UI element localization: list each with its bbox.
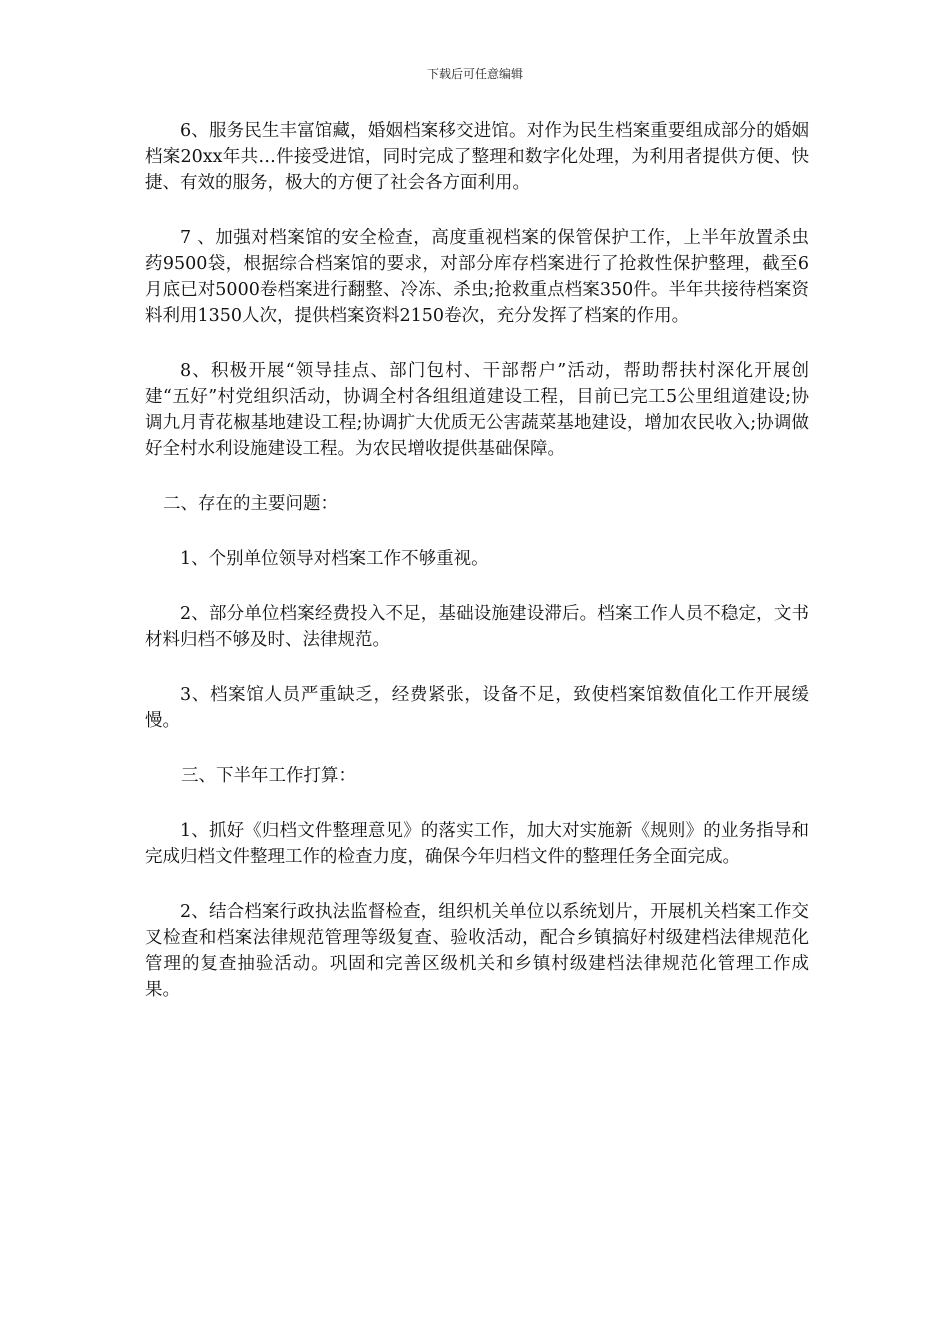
section-3-item-1: 1、抓好《归档文件整理意见》的落实工作，加大对实施新《规则》的业务指导和完成归档文件整理工作的检查力度，确保今年归档文件的整理任务全面完成。 — [145, 821, 809, 867]
paragraph-8: 8、积极开展“领导挂点、部门包村、干部帮户”活动，帮助帮扶村深化开展创建“五好”村党组织活动，协调全村各组组道建设工程，目前已完工5公里组道建设;协调九月青花椒基地建设工程;协调扩大优质无公害蔬菜基地建设，增加农民收入;协调做好全村水利设施建设工程。为农民增收提供基础保障。 — [145, 361, 809, 459]
section-2-item-2: 2、部分单位档案经费投入不足，基础设施建设滞后。档案工作人员不稳定，文书材料归档不够及时、法律规范。 — [145, 604, 809, 650]
section-2-title: 二、存在的主要问题： — [163, 494, 338, 514]
section-3-item-2: 2、结合档案行政执法监督检查，组织机关单位以系统划片，开展机关档案工作交叉检查和档案法律规范管理等级复查、验收活动，配合乡镇搞好村级建档法律规范化管理的复查抽验活动。巩固和完善区级机关和乡镇村级建档法律规范化管理工作成果。 — [145, 902, 809, 1000]
section-3-title: 三、下半年工作打算： — [181, 766, 356, 786]
section-2-item-3: 3、档案馆人员严重缺乏，经费紧张，设备不足，致使档案馆数值化工作开展缓慢。 — [145, 685, 809, 731]
section-2-item-1: 1、个别单位领导对档案工作不够重视。 — [180, 549, 489, 569]
header-note: 下载后可任意编辑 — [426, 67, 523, 81]
document-body — [145, 118, 809, 1032]
paragraph-6: 6、服务民生丰富馆藏，婚姻档案移交进馆。对作为民生档案重要组成部分的婚姻档案20xx年共…件接受进馆，同时完成了整理和数字化处理，为利用者提供方便、快捷、有效的服务，极大的方便了社会各方面利用。 — [145, 121, 809, 193]
paragraph-7: 7 、加强对档案馆的安全检查，高度重视档案的保管保护工作，上半年放置杀虫药9500袋，根据综合档案馆的要求，对部分库存档案进行了抢救性保护整理，截至6月底已对5000卷档案进行翻整、冷冻、杀虫;抢救重点档案350件。半年共接待档案资料利用1350人次，提供档案资料2150卷次，充分发挥了档案的作用。 — [145, 228, 809, 326]
